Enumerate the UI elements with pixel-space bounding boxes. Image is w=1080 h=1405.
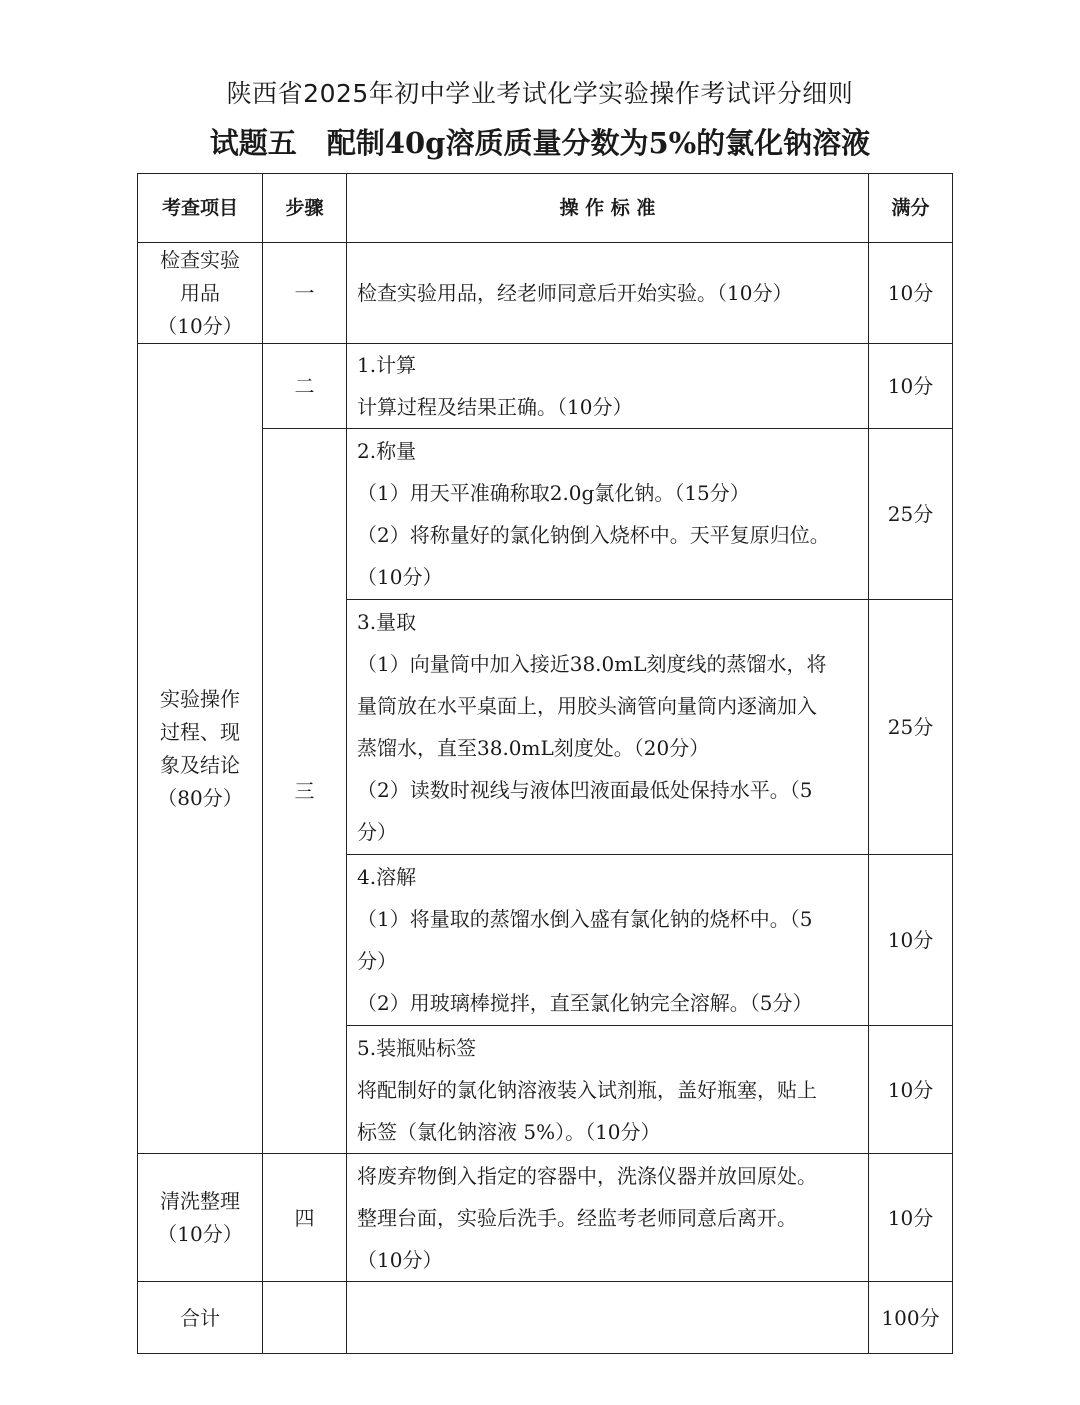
header-score: 满分 bbox=[869, 174, 953, 243]
standard-weigh: 2.称量 （1）用天平准确称取2.0g氯化钠。（15分） （2）将称量好的氯化钠倒入烧杯中。天平复原归位。 （10分） bbox=[347, 429, 869, 600]
table-row bbox=[138, 1154, 953, 1282]
step-one: 一 bbox=[263, 243, 347, 344]
header-project: 考查项目 bbox=[138, 174, 263, 243]
standard-calc: 1.计算 计算过程及结果正确。（10分） bbox=[347, 344, 869, 429]
score-dissolve: 10分 bbox=[869, 855, 953, 1026]
standard-check: 检查实验用品，经老师同意后开始实验。（10分） bbox=[347, 243, 869, 344]
header-standard: 操 作 标 准 bbox=[347, 174, 869, 243]
project-check: 检查实验 用品 （10分） bbox=[138, 243, 263, 344]
document-title: 陕西省2025年初中学业考试化学实验操作考试评分细则 bbox=[226, 79, 854, 108]
table-header-row bbox=[138, 174, 953, 243]
scoring-table bbox=[137, 173, 953, 1354]
document-subtitle bbox=[0, 122, 1080, 164]
header-step: 步骤 bbox=[263, 174, 347, 243]
score-measure: 25分 bbox=[869, 600, 953, 855]
score-total: 100分 bbox=[869, 1282, 953, 1354]
score-clean: 10分 bbox=[869, 1154, 953, 1282]
score-calc: 10分 bbox=[869, 344, 953, 429]
standard-total-empty bbox=[347, 1282, 869, 1354]
table-row bbox=[138, 344, 953, 429]
project-total: 合计 bbox=[138, 1282, 263, 1354]
project-clean: 清洗整理 （10分） bbox=[138, 1154, 263, 1282]
standard-measure: 3.量取 （1）向量筒中加入接近38.0mL刻度线的蒸馏水，将 量筒放在水平桌面上，用胶头滴管向量筒内逐滴加入 蒸馏水，直至38.0mL刻度处。（20分） （2）读数时视线与液体凹液面最低处保持水平。（5 分） bbox=[347, 600, 869, 855]
standard-dissolve: 4.溶解 （1）将量取的蒸馏水倒入盛有氯化钠的烧杯中。（5 分） （2）用玻璃棒搅拌，直至氯化钠完全溶解。（5分） bbox=[347, 855, 869, 1026]
table-row bbox=[138, 243, 953, 344]
project-operation: 实验操作 过程、现 象及结论 （80分） bbox=[138, 344, 263, 1154]
subtitle-label: 试题五 bbox=[209, 126, 297, 160]
score-check: 10分 bbox=[869, 243, 953, 344]
standard-clean: 将废弃物倒入指定的容器中，洗涤仪器并放回原处。 整理台面，实验后洗手。经监考老师同意后离开。 （10分） bbox=[347, 1154, 869, 1282]
subtitle-text: 配制40g溶质质量分数为5%的氯化钠溶液 bbox=[326, 126, 871, 160]
step-three: 三 bbox=[263, 429, 347, 1154]
score-bottle: 10分 bbox=[869, 1026, 953, 1154]
step-four: 四 bbox=[263, 1154, 347, 1282]
score-weigh: 25分 bbox=[869, 429, 953, 600]
step-two: 二 bbox=[263, 344, 347, 429]
standard-bottle: 5.装瓶贴标签 将配制好的氯化钠溶液装入试剂瓶，盖好瓶塞，贴上 标签（氯化钠溶液 5%）。（10分） bbox=[347, 1026, 869, 1154]
table-row bbox=[138, 1282, 953, 1354]
step-total-empty bbox=[263, 1282, 347, 1354]
